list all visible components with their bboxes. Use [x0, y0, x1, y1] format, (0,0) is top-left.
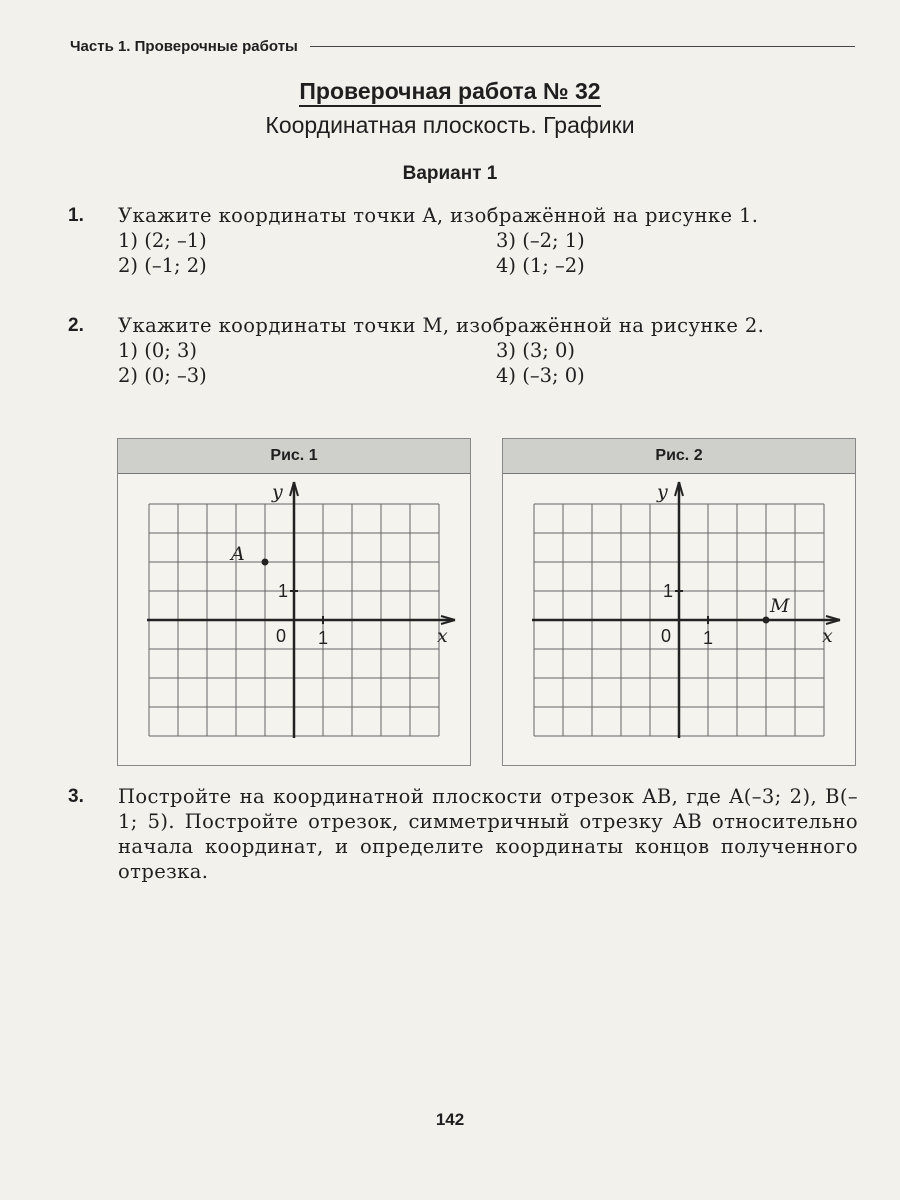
- option-3[interactable]: 3) (3; 0): [496, 339, 576, 362]
- option-2[interactable]: 2) (0; –3): [118, 364, 207, 387]
- origin-label: 0: [661, 626, 672, 646]
- task-3-text: Постройте на координатной плоскости отрезок AB, где A(–3; 2), B(–1; 5). Постройте отрезок, симметричный отрезку AB относительно начала координат, и определите координаты концов полученного отрезка.: [118, 785, 858, 883]
- point-marker: [262, 559, 269, 566]
- x-unit-label: 1: [318, 628, 329, 648]
- figure-1-caption: Рис. 1: [118, 439, 470, 474]
- task-2-text: Укажите координаты точки M, изображённой на рисунке 2.: [118, 314, 765, 337]
- task-3-number: 3.: [68, 786, 84, 807]
- task-1: [68, 203, 858, 278]
- task-1-options: [118, 228, 858, 278]
- point-label: A: [231, 543, 245, 565]
- work-subtitle: Координатная плоскость. Графики: [265, 112, 635, 138]
- running-header: [70, 38, 855, 55]
- work-title-text: Проверочная работа № 32: [299, 78, 600, 107]
- task-1-number: 1.: [68, 205, 84, 226]
- y-axis-label: y: [657, 481, 668, 503]
- task-3: [68, 784, 858, 884]
- x-axis-label: x: [437, 625, 448, 647]
- variant-label: Вариант 1: [402, 163, 498, 184]
- option-1[interactable]: 1) (2; –1): [118, 229, 207, 252]
- point-label: M: [770, 595, 790, 617]
- figure-1-plot: [118, 474, 470, 764]
- y-axis-label: y: [272, 481, 283, 503]
- figure-2: [502, 438, 856, 766]
- task-2-options: [118, 338, 858, 388]
- option-4[interactable]: 4) (–3; 0): [496, 364, 585, 387]
- option-2[interactable]: 2) (–1; 2): [118, 254, 207, 277]
- figure-2-caption: Рис. 2: [503, 439, 855, 474]
- task-1-text: Укажите координаты точки A, изображённой на рисунке 1.: [118, 204, 759, 227]
- header-rule: [310, 46, 855, 47]
- task-2: [68, 313, 858, 388]
- figure-2-plot: [503, 474, 855, 764]
- task-2-number: 2.: [68, 315, 84, 336]
- option-3[interactable]: 3) (–2; 1): [496, 229, 585, 252]
- x-unit-label: 1: [703, 628, 714, 648]
- origin-label: 0: [276, 626, 287, 646]
- page-number: 142: [435, 1110, 465, 1129]
- x-axis-label: x: [822, 625, 833, 647]
- y-unit-label: 1: [663, 581, 674, 601]
- section-title: Часть 1. Проверочные работы: [70, 38, 298, 55]
- work-title: [0, 78, 900, 105]
- option-1[interactable]: 1) (0; 3): [118, 339, 198, 362]
- option-4[interactable]: 4) (1; –2): [496, 254, 585, 277]
- y-unit-label: 1: [278, 581, 289, 601]
- figure-1: [117, 438, 471, 766]
- point-marker: [763, 617, 770, 624]
